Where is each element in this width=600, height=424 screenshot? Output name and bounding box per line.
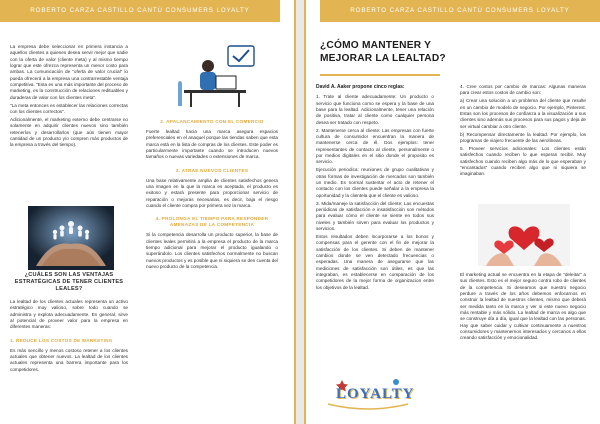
section-3-body: Una base relativamente amplia de clientes satisfechos genera una imagen en la que la marca es aceptada, el producto es exitoso y estará presente para proporcionar servicio de reparación o mejoras necesarias, es decir, baja el riesgo cuando el cliente compra por primera vez la marca. xyxy=(146,177,278,209)
page-title: ¿CÓMO MANTENER Y MEJORAR LA LEALTAD? xyxy=(320,40,446,64)
aaker-rule-2b: Ejecución periodica: reuniones de grupo cualitativas y otras formas de investigación de mercados son también un medio. Es normal sustentar el acto de retener el contacto con los clientes puede señalar a la empresa la oportunidad y la clientela que el cliente es valioso. xyxy=(316,167,434,198)
strategic-advantages-heading: ¿CUÁLES SON LAS VENTAJAS ESTRATÉGICAS DE TENER CLIENTES LEALES? xyxy=(14,272,124,292)
left-page xyxy=(0,0,296,424)
rule-4b: b) Recompensar directamente la lealtad. Por ejemplo, los programas de viajero frecuente de las aerolíneas. xyxy=(460,131,586,143)
hands-hearts-icon xyxy=(478,204,570,266)
aaker-rule-1: 1. Trate al cliente adecuadamente: Un producto o servicio que funciona como se espera y la base de una base para la lealtad. Adicionalmente, tener una relación de positiva, tratar al cliente como cualquier persona desea ser tratado con respeto. xyxy=(316,94,434,125)
rule-4-intro: 4. Cree costos por cambio de marcas: Algunas maneras para crear estos costos de cambio son: xyxy=(460,84,586,96)
right-page-header: ROBERTO CARZA CASTILLO CANTÚ CONSUMERS LOYALTY xyxy=(320,0,600,22)
person-laptop-icon xyxy=(170,40,270,110)
title-underline xyxy=(320,74,440,76)
left-page-header: ROBERTO CARZA CASTILLO CANTÚ CONSUMERS LOYALTY xyxy=(0,0,280,22)
hands-people-icon xyxy=(28,206,114,270)
person-laptop-illustration xyxy=(170,40,270,110)
intro-paragraph-1: La empresa debe seleccionar en primera instancia a aquellos clientes a quienes desea servir mejor que nadie con la oferta de valor (cliente meta) y al mismo tiempo lograr que este ofrezca representa un menor costo para ambas. La comunicación de "oferta de valor crucial" lo pueda ofrecerá a la empresa una contrarrestable ventaja competitiva. "Esta es una más importante del proceso de marketing, es la construcción de relaciones redituables y duraderas de valor con los clientes meta". xyxy=(10,44,128,100)
right-column xyxy=(460,84,586,179)
loyalty-logo-text: LOYALTY xyxy=(336,386,415,402)
section-3-heading: 3. ATRAE NUEVOS CLIENTES xyxy=(175,167,249,173)
rule-4a: a) Crear una solución a un problema del cliente que resulte en un cambio de modelo de negocio. Por ejemplo, Pinterest. Estas son los procesos de confianza a la visualización a sus clientes sino además sus procesos para sus pagos y deja de ser virtual cambiar a otro cliente. xyxy=(460,98,586,129)
aaker-rule-2: 2. Mantenerse cerca al cliente: Las empresas con fuerte cultura de consumidor encuentran la manera de mantenerse cerca de él. Dos ejemplos: tener representantes de contacto al cliente, personalmente o por medios digitales en el sitio donde el proposito es servicio. xyxy=(316,127,434,165)
right-bottom-column xyxy=(460,272,586,343)
reduce-costs-body: Es más sencillo y menos costoso retener a los clientes actuales que obtener nuevos. La lealtad de los clientes actuales representa una barrera importante para los competidores. xyxy=(10,347,128,372)
section-2-body: Fuerte lealtad hacia una marca asegura espacios preferenciales en el anaquel porque las tiendas saben que esta marca está en la lista de compras de los clientes. Este poder es particularmente importante cuando se introducen nuevos tamaños o nuevas variedades o extensiones de marca. xyxy=(146,129,278,160)
section-4-body: Si la competencia desarrolla un producto superior, la base de clientes leales permitirá a la empresa el producto de la marca tiempo adicional para mejorar el producto igualando o superándolo. Los clientes satisfechos normalmente no buscan nuevos productos y es posible que ni siquiera se den cuenta del nuevo producto de la competencia. xyxy=(146,232,278,270)
rule-5: 5. Proveer servicios adicionales: Los clientes están satisfechos cuando reciben lo que esperan recibir. Muy satisfechos cuando reciben algo más de lo que esperaban y "encantados" cuando reciben algo que ni siquiera se imaginaban. xyxy=(460,145,586,177)
hands-holding-people-photo xyxy=(28,206,114,270)
aaker-rule-3b: Estos resultados deben incorporarse a los bonos y compensas para el gerente con el fin de mejorar la satisfacción de los clientes. Si deben de mantener cambios donde se ven detectado frecuencias o esperadas. Una manera de asegurarse que las mediciones de satisfacción son útiles, es que las integraban, es establecerse en comparación de los competidores de la mejor forma de organizacion entre los objetivos de la lealtad. xyxy=(316,233,434,290)
loyalty-logo xyxy=(318,370,418,418)
intro-paragraph-2: "La meta entonces es establecer las relaciones correctas con los clientes correctos". xyxy=(10,102,128,115)
left-middle-column xyxy=(146,112,278,272)
intro-paragraph-3: Adicionalmente, el marketing externo debe centrarse no solamente en adquirir clientes nuevos sino también retenerlos y desarrollarlos (que aún tienen mayor cantidad de un producto y/o compren más productos de la empresa a través del tiempo). xyxy=(10,116,128,148)
aaker-column xyxy=(316,84,434,293)
section-2-heading: 2. APALANCAMIENTO CON EL COMERCIO xyxy=(160,119,264,124)
right-page-edge xyxy=(304,0,306,424)
hands-hearts-photo xyxy=(478,204,570,266)
aaker-heading: David A. Aaker propone cinco reglas: xyxy=(316,84,405,90)
left-bottom-column xyxy=(10,272,128,375)
right-page xyxy=(304,0,600,424)
left-intro-column xyxy=(10,44,128,150)
left-page-edge xyxy=(294,0,296,424)
aaker-rule-3: 3. Mida/maneje la satisfacción del cliente: Las encuestas periódicas de satisfacción e insatisfacción son métodos para evaluar cómo el cliente se siente en todos sus niveles y también sirven para evaluar los productos y servicios. xyxy=(316,200,434,231)
section-4-heading: 4. PROLONGA EL TIEMPO PARA RESPONDER AMENAZAS DE LA COMPETENCIA xyxy=(155,216,269,228)
strategic-advantages-body: La lealtad de los clientes actuales representa un activo estratégico muy valioso, sobre todo cuando se administra y explota adecuadamente. En general, sirve al potencial de proveer valor para la empresa en diferentes maneras: xyxy=(10,299,128,330)
closing-paragraph: El marketing actual se encuentra en la etapa de "deleitar" a sus clientes. Esto es el mejor seguro contra robo de clientes de la competencia. Si deseamos que nuestro negocio perdure a través de los años debemos enfocarnos en construir la lealtad de nuestros clientes, mismo que deberá ser medida tanto en la marca y ver si este nuevo negocio más rentable y más sólido. La lealtad de marca es algo que se construye día a día, igual que la lealtad con las personas. Hay que saber cuidar y cultivar continuamente a nuestros consumidores y mantenernos interesados y cercanos a ellos creando satisfacción y emocionalidad. xyxy=(460,272,586,341)
reduce-costs-heading: 1. REDUCE LOS COSTOS DE MARKETING xyxy=(10,337,113,343)
